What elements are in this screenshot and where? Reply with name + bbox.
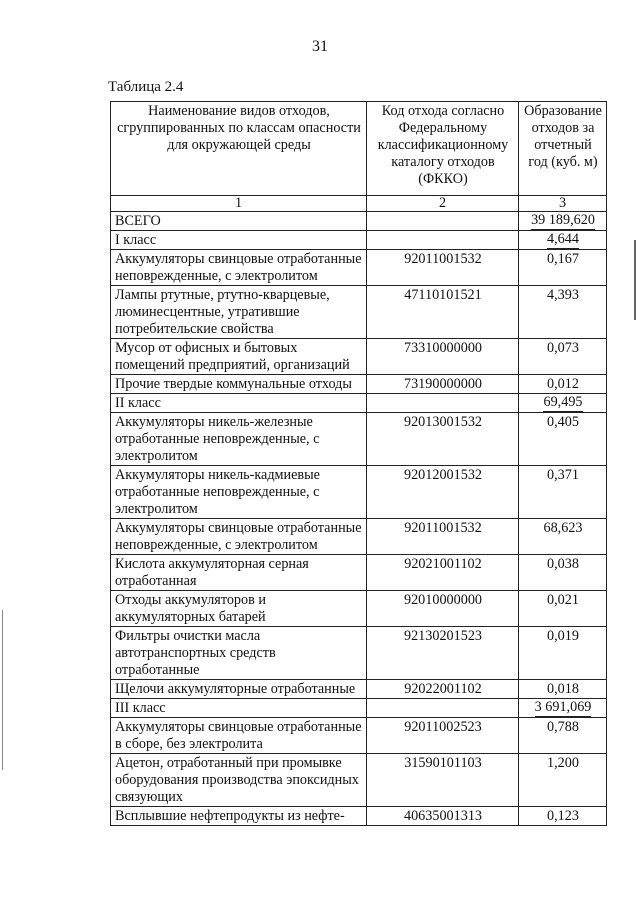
table-row	[111, 591, 607, 627]
column-number: 1	[111, 196, 367, 212]
volume-cell: 68,623	[519, 519, 607, 555]
table-row	[111, 394, 607, 413]
fkko-code-cell: 92013001532	[367, 413, 519, 466]
table-row	[111, 519, 607, 555]
table-row	[111, 807, 607, 826]
table-row	[111, 680, 607, 699]
waste-name-cell: II класс	[111, 394, 367, 413]
header-volume: Образование отходов за отчетный год (куб. м)	[519, 102, 607, 196]
fkko-code-cell	[367, 212, 519, 231]
volume-cell: 0,405	[519, 413, 607, 466]
fkko-code-cell: 47110101521	[367, 286, 519, 339]
fkko-code-cell: 92012001532	[367, 466, 519, 519]
column-number: 2	[367, 196, 519, 212]
volume-cell: 4,393	[519, 286, 607, 339]
volume-cell: 0,788	[519, 718, 607, 754]
fkko-code-cell	[367, 394, 519, 413]
fkko-code-cell	[367, 231, 519, 250]
fkko-code-cell: 92130201523	[367, 627, 519, 680]
waste-table	[110, 101, 607, 826]
volume-cell: 0,018	[519, 680, 607, 699]
volume-cell: 1,200	[519, 754, 607, 807]
waste-name-cell: Лампы ртутные, ртутно-кварцевые, люминесцентные, утратившие потребительские свойства	[111, 286, 367, 339]
fkko-code-cell	[367, 699, 519, 718]
header-waste-type: Наименование видов отходов, сгруппированных по классам опасности для окружающей среды	[111, 102, 367, 196]
waste-name-cell: Отходы аккумуляторов и аккумуляторных батарей	[111, 591, 367, 627]
waste-name-cell: Прочие твердые коммунальные отходы	[111, 375, 367, 394]
table-row	[111, 718, 607, 754]
waste-name-cell: Всплывшие нефтепродукты из нефте-	[111, 807, 367, 826]
table-row	[111, 212, 607, 231]
waste-name-cell: I класс	[111, 231, 367, 250]
volume-cell: 0,038	[519, 555, 607, 591]
volume-cell: 0,012	[519, 375, 607, 394]
fkko-code-cell: 92010000000	[367, 591, 519, 627]
fkko-code-cell: 92011002523	[367, 718, 519, 754]
fkko-code-cell: 92011001532	[367, 250, 519, 286]
table-caption: Таблица 2.4	[108, 79, 184, 95]
volume-cell	[519, 212, 607, 231]
table-row	[111, 555, 607, 591]
fkko-code-cell: 73190000000	[367, 375, 519, 394]
table-row	[111, 413, 607, 466]
page-number: 31	[312, 38, 328, 55]
table-row	[111, 375, 607, 394]
waste-name-cell: Ацетон, отработанный при промывке оборудования производства эпоксидных связующих	[111, 754, 367, 807]
header-fkko-code: Код отхода согласно Федеральному классификационному каталогу отходов (ФККО)	[367, 102, 519, 196]
column-number: 3	[519, 196, 607, 212]
waste-name-cell: Аккумуляторы свинцовые отработанные неповрежденные, с электролитом	[111, 250, 367, 286]
subtotal-value: 4,644	[547, 231, 579, 247]
fkko-code-cell: 73310000000	[367, 339, 519, 375]
volume-cell: 0,371	[519, 466, 607, 519]
volume-cell: 0,073	[519, 339, 607, 375]
waste-name-cell: ВСЕГО	[111, 212, 367, 231]
waste-name-cell: Аккумуляторы никель-железные отработанные неповрежденные, с электролитом	[111, 413, 367, 466]
subtotal-value: 3 691,069	[534, 699, 592, 715]
waste-name-cell: Щелочи аккумуляторные отработанные	[111, 680, 367, 699]
volume-cell: 0,019	[519, 627, 607, 680]
volume-cell: 0,167	[519, 250, 607, 286]
fkko-code-cell: 31590101103	[367, 754, 519, 807]
table-row	[111, 627, 607, 680]
volume-cell: 0,021	[519, 591, 607, 627]
table-row	[111, 754, 607, 807]
waste-name-cell: III класс	[111, 699, 367, 718]
fkko-code-cell: 92022001102	[367, 680, 519, 699]
waste-name-cell: Кислота аккумуляторная серная отработанная	[111, 555, 367, 591]
table-body	[111, 212, 607, 826]
table-row	[111, 250, 607, 286]
subtotal-value: 39 189,620	[531, 212, 595, 228]
table-row	[111, 466, 607, 519]
waste-name-cell: Аккумуляторы свинцовые отработанные неповрежденные, с электролитом	[111, 519, 367, 555]
table-row	[111, 286, 607, 339]
waste-name-cell: Фильтры очистки масла автотранспортных средств отработанные	[111, 627, 367, 680]
table-row	[111, 699, 607, 718]
fkko-code-cell: 40635001313	[367, 807, 519, 826]
volume-cell	[519, 699, 607, 718]
volume-cell	[519, 394, 607, 413]
volume-cell: 0,123	[519, 807, 607, 826]
waste-name-cell: Аккумуляторы свинцовые отработанные в сборе, без электролита	[111, 718, 367, 754]
waste-name-cell: Аккумуляторы никель-кадмиевые отработанные неповрежденные, с электролитом	[111, 466, 367, 519]
fkko-code-cell: 92021001102	[367, 555, 519, 591]
waste-name-cell: Мусор от офисных и бытовых помещений предприятий, организаций	[111, 339, 367, 375]
subtotal-value: 69,495	[543, 394, 583, 410]
fkko-code-cell: 92011001532	[367, 519, 519, 555]
volume-cell	[519, 231, 607, 250]
scan-margin-mark	[634, 240, 636, 320]
scan-margin-mark	[2, 610, 3, 770]
table-row	[111, 339, 607, 375]
table-row	[111, 231, 607, 250]
